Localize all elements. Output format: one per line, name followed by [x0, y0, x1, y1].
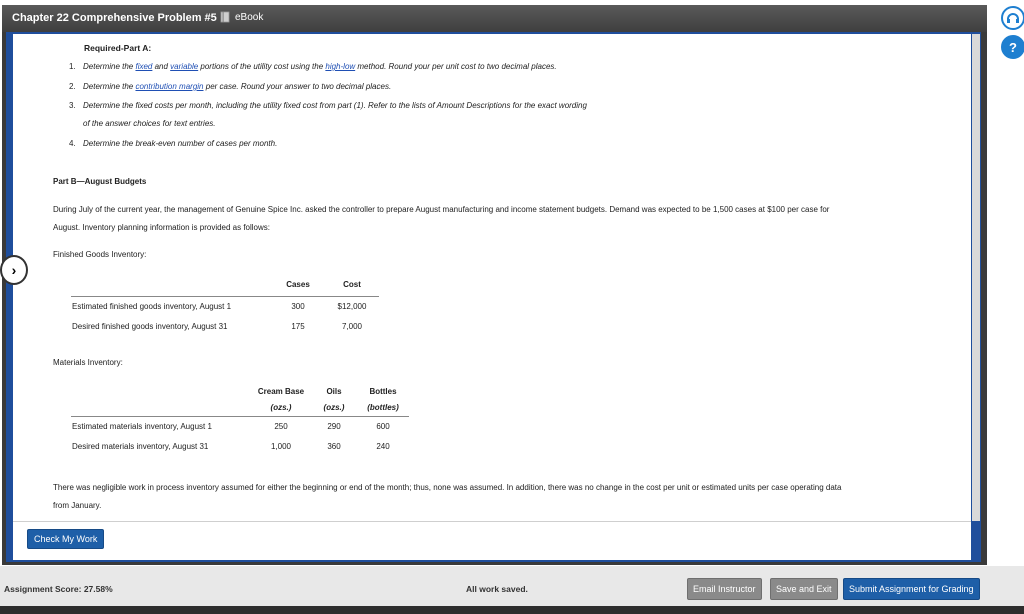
fg-header-cases: Cases: [271, 274, 325, 296]
fixed-link[interactable]: fixed: [135, 62, 153, 71]
mat-header-cream: Cream Base: [257, 387, 305, 396]
ebook-label: eBook: [235, 11, 264, 23]
finished-goods-table: [71, 274, 379, 336]
required-item-2: 2. Determine the contribution margin per case. Round your answer to two decimal places.: [69, 82, 392, 91]
check-area: [13, 521, 971, 560]
required-item-3: 3. Determine the fixed costs per month, including the utility fixed cost from part (1). Refer to the lists of Amount Descriptions for the exact wording: [69, 101, 587, 110]
table-row: Estimated finished goods inventory, August 1 300 $12,000: [72, 301, 367, 311]
save-status: All work saved.: [466, 584, 528, 594]
part-b-intro-2: August. Inventory planning information is provided as follows:: [53, 223, 271, 232]
note-2: from January.: [53, 501, 102, 510]
mat-header-oils: Oils: [326, 387, 342, 396]
contribution-margin-link[interactable]: contribution margin: [135, 82, 204, 91]
assignment-window: [2, 5, 987, 565]
note-1: There was negligible work in process inventory assumed for either the beginning or end of the month; thus, none was assumed. In addition, there was no change in the cost per unit or estimated units per case operating data: [53, 483, 842, 492]
window-title: Chapter 22 Comprehensive Problem #5: [12, 12, 217, 24]
required-item-3-cont: of the answer choices for text entries.: [83, 119, 216, 128]
problem-content[interactable]: [13, 34, 971, 521]
support-icon[interactable]: [1001, 6, 1024, 30]
save-and-exit-button[interactable]: Save and Exit: [770, 578, 838, 600]
table-row: Desired materials inventory, August 31 1,000 360 240: [72, 441, 390, 451]
help-icon[interactable]: ?: [1001, 35, 1024, 59]
book-icon: [220, 11, 231, 23]
bottom-strip: [0, 606, 1024, 614]
check-my-work-button[interactable]: Check My Work: [27, 529, 104, 549]
part-b-intro-1: During July of the current year, the management of Genuine Spice Inc. asked the controller to prepare August manufacturing and income statement budgets. Demand was expected to be 1,500 cases at $100 per case for: [53, 205, 830, 214]
mat-header-bottles: Bottles: [369, 387, 397, 396]
content-frame: [6, 32, 981, 562]
fg-header-cost: Cost: [325, 274, 379, 296]
required-item-4: 4. Determine the break-even number of cases per month.: [69, 139, 278, 148]
part-b-heading: Part B—August Budgets: [53, 177, 147, 186]
variable-link[interactable]: variable: [170, 62, 199, 71]
assignment-score: Assignment Score: 27.58%: [4, 584, 113, 594]
email-instructor-button[interactable]: Email Instructor: [687, 578, 762, 600]
materials-label: Materials Inventory:: [53, 358, 123, 367]
submit-assignment-button[interactable]: Submit Assignment for Grading: [843, 578, 980, 600]
table-row: Desired finished goods inventory, August 31 175 7,000: [72, 321, 363, 331]
title-bar: [2, 5, 987, 32]
table-row: Estimated materials inventory, August 1 250 290 600: [72, 421, 390, 431]
required-title: Required-Part A:: [84, 43, 152, 53]
content-scrollbar[interactable]: [972, 34, 980, 521]
required-item-1: 1. Determine the fixed and variable portions of the utility cost using the high-low method. Round your per unit cost to two decimal places.: [69, 62, 557, 71]
high-low-link[interactable]: high-low: [325, 62, 356, 71]
ebook-link[interactable]: [220, 11, 263, 23]
headset-glyph: [1006, 11, 1020, 25]
finished-goods-label: Finished Goods Inventory:: [53, 250, 147, 259]
chevron-right-icon[interactable]: ›: [0, 255, 28, 285]
materials-table: Cream Base Oils Bottles (ozs.) (ozs.) (bottles) Estimated materials inventory, August 1 250 290 600 Desired materials inventory, August 31 1,000 360 240: [71, 383, 409, 456]
